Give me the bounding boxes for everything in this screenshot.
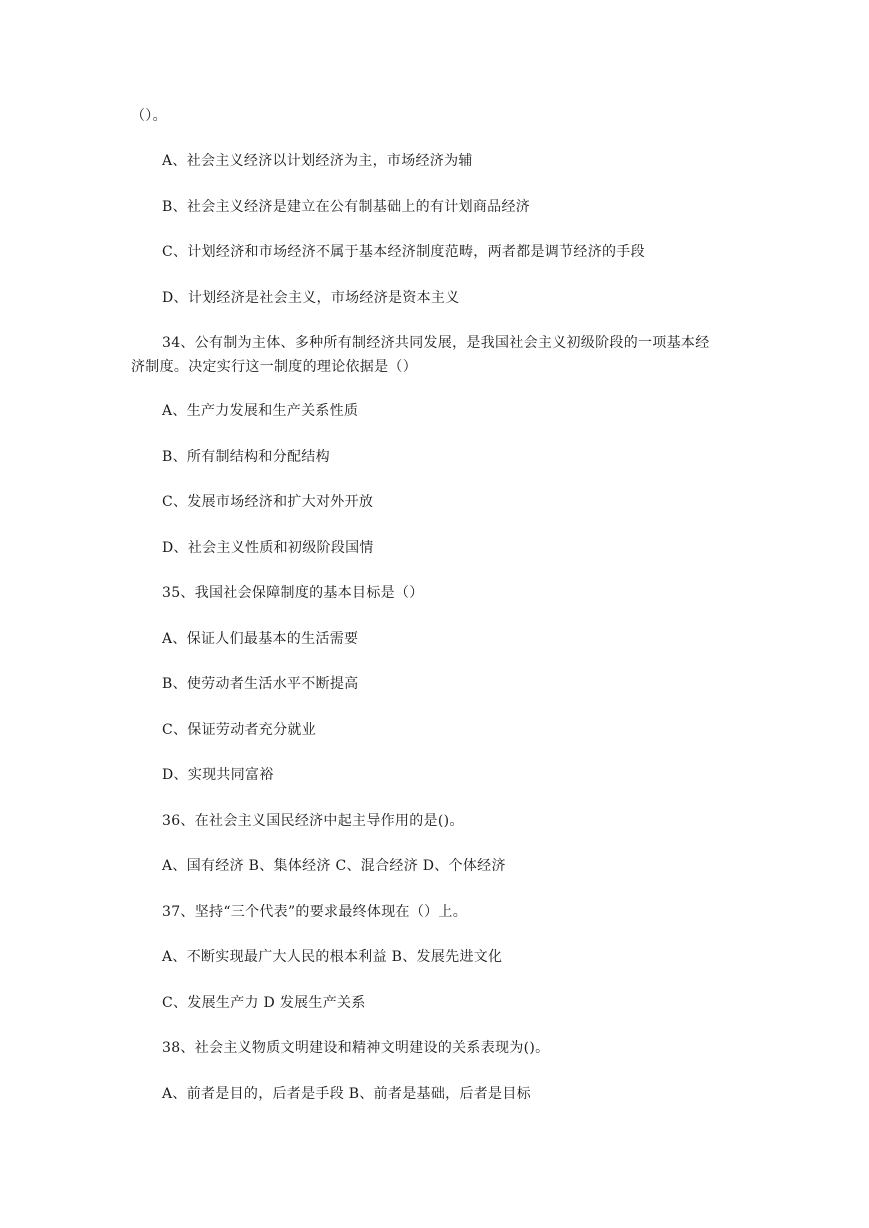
question-line: 36、在社会主义国民经济中起主导作用的是()。 bbox=[162, 813, 464, 829]
option-line: A、国有经济 B、集体经济 C、混合经济 D、个体经济 bbox=[162, 858, 506, 874]
option-line: B、使劳动者生活水平不断提高 bbox=[162, 676, 359, 692]
question-line: 37、坚持“三个代表”的要求最终体现在（）上。 bbox=[162, 904, 468, 920]
question-line: 38、社会主义物质文明建设和精神文明建设的关系表现为()。 bbox=[162, 1040, 550, 1056]
question-line-continued: 济制度。决定实行这一制度的理论依据是（） bbox=[131, 359, 417, 375]
option-line: A、生产力发展和生产关系性质 bbox=[162, 403, 359, 419]
option-line: C、发展生产力 D 发展生产关系 bbox=[162, 995, 366, 1011]
option-line: D、计划经济是社会主义，市场经济是资本主义 bbox=[162, 290, 460, 306]
option-line: B、所有制结构和分配结构 bbox=[162, 449, 330, 465]
option-line: C、计划经济和市场经济不属于基本经济制度范畴，两者都是调节经济的手段 bbox=[162, 244, 645, 260]
option-line: A、前者是目的，后者是手段 B、前者是基础，后者是目标 bbox=[162, 1086, 531, 1102]
option-line: B、社会主义经济是建立在公有制基础上的有计划商品经济 bbox=[162, 199, 531, 215]
question-line: 34、公有制为主体、多种所有制经济共同发展，是我国社会主义初级阶段的一项基本经 bbox=[162, 335, 710, 351]
question-line: 35、我国社会保障制度的基本目标是（） bbox=[162, 585, 424, 601]
option-line: C、保证劳动者充分就业 bbox=[162, 722, 317, 738]
option-line: D、实现共同富裕 bbox=[162, 767, 274, 783]
option-line: D、社会主义性质和初级阶段国情 bbox=[162, 540, 374, 556]
option-line: A、社会主义经济以计划经济为主，市场经济为辅 bbox=[162, 153, 473, 169]
option-line: C、发展市场经济和扩大对外开放 bbox=[162, 494, 374, 510]
text-line: （）。 bbox=[131, 108, 167, 124]
option-line: A、保证人们最基本的生活需要 bbox=[162, 631, 359, 647]
option-line: A、不断实现最广大人民的根本利益 B、发展先进文化 bbox=[162, 949, 503, 965]
